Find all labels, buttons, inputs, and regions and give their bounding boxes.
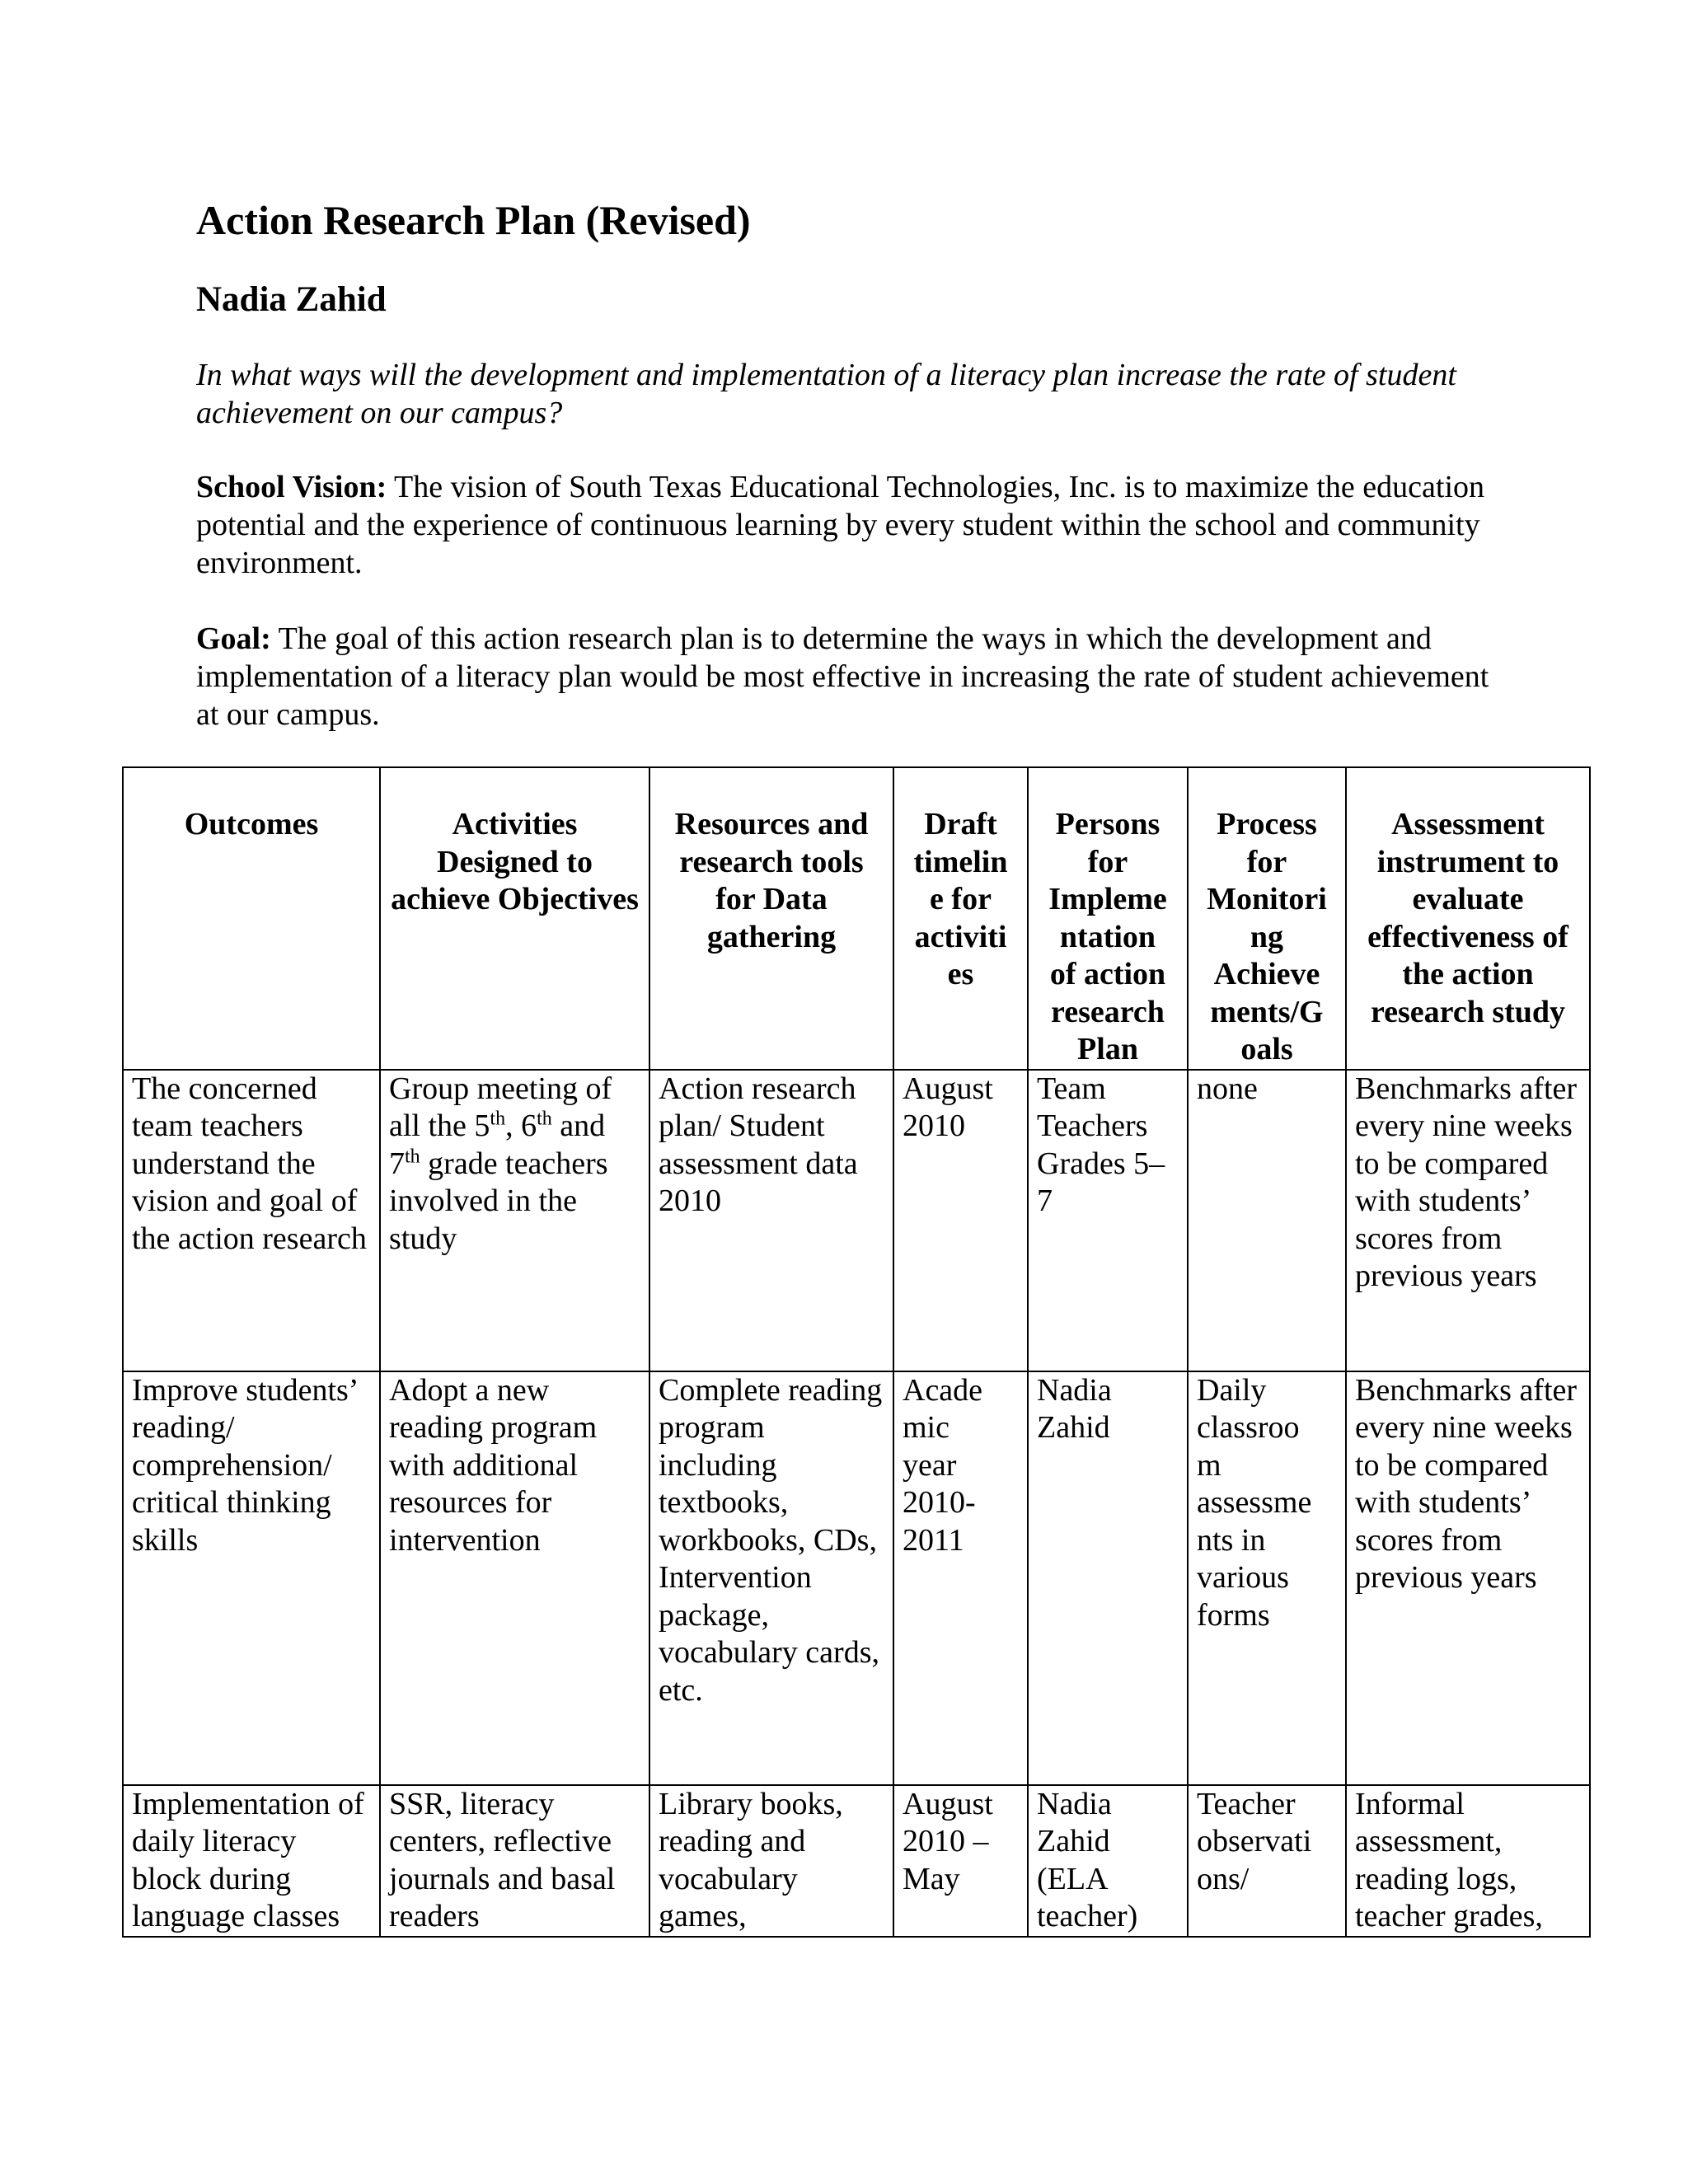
research-question: In what ways will the development and implementation of a literacy plan increase the rate of student achievement on our campus? [196, 358, 1456, 430]
header-activities: Activities Designed to achieve Objectives [380, 767, 649, 1070]
cell-process: Teacher observati ons/ [1188, 1785, 1346, 1937]
school-vision-paragraph [196, 468, 1515, 582]
table-row [123, 1371, 1590, 1785]
cell-activity: Adopt a new reading program with additional resources for intervention [380, 1371, 649, 1785]
document-title: Action Research Plan (Revised) [196, 197, 751, 243]
header-process: Process for Monitori ng Achieve ments/G oals [1188, 767, 1346, 1070]
school-vision-text: The vision of South Texas Educational Technologies, Inc. is to maximize the education potential and the experience of continuous learning by every student within the school and community environment. [196, 470, 1485, 580]
table-header-row [123, 767, 1590, 1070]
goal-paragraph [196, 620, 1515, 733]
cell-assessment: Informal assessment, reading logs, teacher grades, [1346, 1785, 1590, 1937]
header-outcomes: Outcomes [123, 767, 380, 1070]
goal-label: Goal: [196, 621, 271, 656]
cell-process: Daily classroo m assessme nts in various forms [1188, 1371, 1346, 1785]
table-row [123, 1785, 1590, 1937]
cell-activity: SSR, literacy centers, reflective journals and basal readers [380, 1785, 649, 1937]
cell-resources: Action research plan/ Student assessment data 2010 [649, 1070, 893, 1371]
header-resources: Resources and research tools for Data gathering [649, 767, 893, 1070]
cell-resources: Complete reading program including textbooks, workbooks, CDs, Intervention package, vocabulary cards, etc. [649, 1371, 893, 1785]
header-timeline: Draft timelin e for activiti es [893, 767, 1028, 1070]
cell-outcome: Improve students’ reading/ comprehension/ critical thinking skills [123, 1371, 380, 1785]
cell-persons: Nadia Zahid [1028, 1371, 1188, 1785]
cell-assessment: Benchmarks after every nine weeks to be compared with students’ scores from previous years [1346, 1070, 1590, 1371]
goal-text: The goal of this action research plan is to determine the ways in which the development and implementation of a literacy plan would be most effective in increasing the rate of student achievement at our campus. [196, 621, 1489, 732]
cell-outcome: Implementation of daily literacy block during language classes [123, 1785, 380, 1937]
cell-persons: Team Teachers Grades 5–7 [1028, 1070, 1188, 1371]
action-plan-table [122, 766, 1591, 1938]
cell-process: none [1188, 1070, 1346, 1371]
cell-resources: Library books, reading and vocabulary games, [649, 1785, 893, 1937]
cell-activity: Group meeting of all the 5th, 6th and 7th grade teachers involved in the study [380, 1070, 649, 1371]
table-row [123, 1070, 1590, 1371]
cell-assessment: Benchmarks after every nine weeks to be compared with students’ scores from previous years [1346, 1371, 1590, 1785]
header-assessment: Assessment instrument to evaluate effectiveness of the action research study [1346, 767, 1590, 1070]
cell-persons: Nadia Zahid (ELA teacher) [1028, 1785, 1188, 1937]
cell-timeline: August 2010 – May [893, 1785, 1028, 1937]
header-persons: Persons for Impleme ntation of action research Plan [1028, 767, 1188, 1070]
cell-outcome: The concerned team teachers understand the vision and goal of the action research [123, 1070, 380, 1371]
cell-timeline: Acade mic year 2010- 2011 [893, 1371, 1028, 1785]
author-name: Nadia Zahid [196, 280, 387, 319]
cell-timeline: August 2010 [893, 1070, 1028, 1371]
school-vision-label: School Vision: [196, 470, 387, 504]
